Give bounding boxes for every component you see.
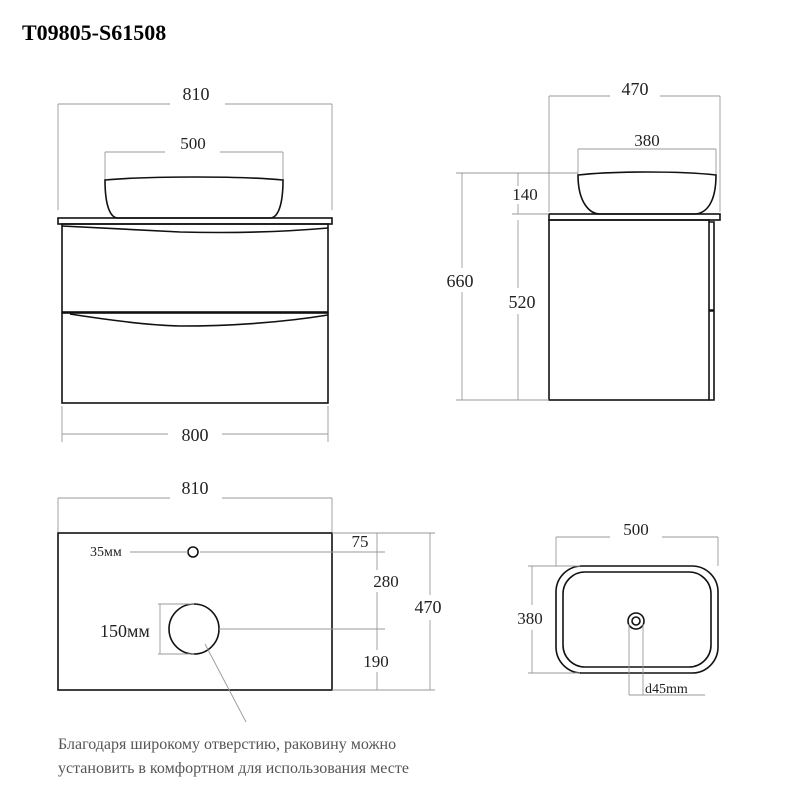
basin-depth-label: 380 bbox=[517, 609, 543, 628]
plan-large-hole-label: 150мм bbox=[100, 621, 150, 641]
front-drawer-bottom-handle bbox=[70, 314, 328, 326]
basin-inner bbox=[563, 572, 711, 667]
front-top-width-label: 810 bbox=[182, 84, 210, 104]
plan-dist-bottom-label: 190 bbox=[363, 652, 389, 671]
side-basin-height-label: 140 bbox=[512, 185, 538, 204]
front-drawer-top-handle bbox=[62, 226, 328, 233]
side-countertop bbox=[549, 214, 720, 220]
model-title: T09805-S61508 bbox=[22, 20, 167, 45]
front-view bbox=[58, 84, 332, 445]
side-cabinet-height-label: 520 bbox=[508, 292, 536, 312]
basin-drain bbox=[628, 613, 644, 629]
side-basin-depth-label: 380 bbox=[634, 131, 660, 150]
front-countertop bbox=[58, 218, 332, 224]
plan-large-hole bbox=[169, 604, 219, 654]
basin-drain-inner bbox=[632, 617, 640, 625]
plan-width-label: 810 bbox=[181, 478, 209, 498]
basin-width-label: 500 bbox=[623, 520, 649, 539]
plan-small-hole-label: 35мм bbox=[90, 545, 122, 560]
plan-view bbox=[58, 478, 442, 722]
front-drawer-top bbox=[62, 224, 328, 312]
note-leader bbox=[205, 644, 246, 722]
plan-hole-offset-label: 75 bbox=[351, 532, 369, 551]
side-basin bbox=[578, 172, 716, 214]
basin-drain-label: d45mm bbox=[645, 682, 688, 697]
side-cabinet bbox=[549, 220, 709, 400]
front-basin bbox=[105, 177, 283, 218]
basin-top-view bbox=[517, 520, 718, 697]
side-total-height-label: 660 bbox=[446, 271, 474, 291]
side-depth-label: 470 bbox=[621, 79, 649, 99]
note-line-2: установить в комфортном для использования месте bbox=[58, 760, 409, 777]
front-bottom-width-label: 800 bbox=[181, 425, 209, 445]
plan-depth-label: 470 bbox=[414, 597, 442, 617]
basin-outer bbox=[556, 566, 718, 673]
front-basin-width-label: 500 bbox=[180, 134, 206, 153]
note-line-1: Благодаря широкому отверстию, раковину можно bbox=[58, 736, 397, 753]
plan-dist-top-label: 280 bbox=[373, 572, 399, 591]
plan-small-hole bbox=[188, 547, 198, 557]
side-view bbox=[447, 79, 721, 400]
